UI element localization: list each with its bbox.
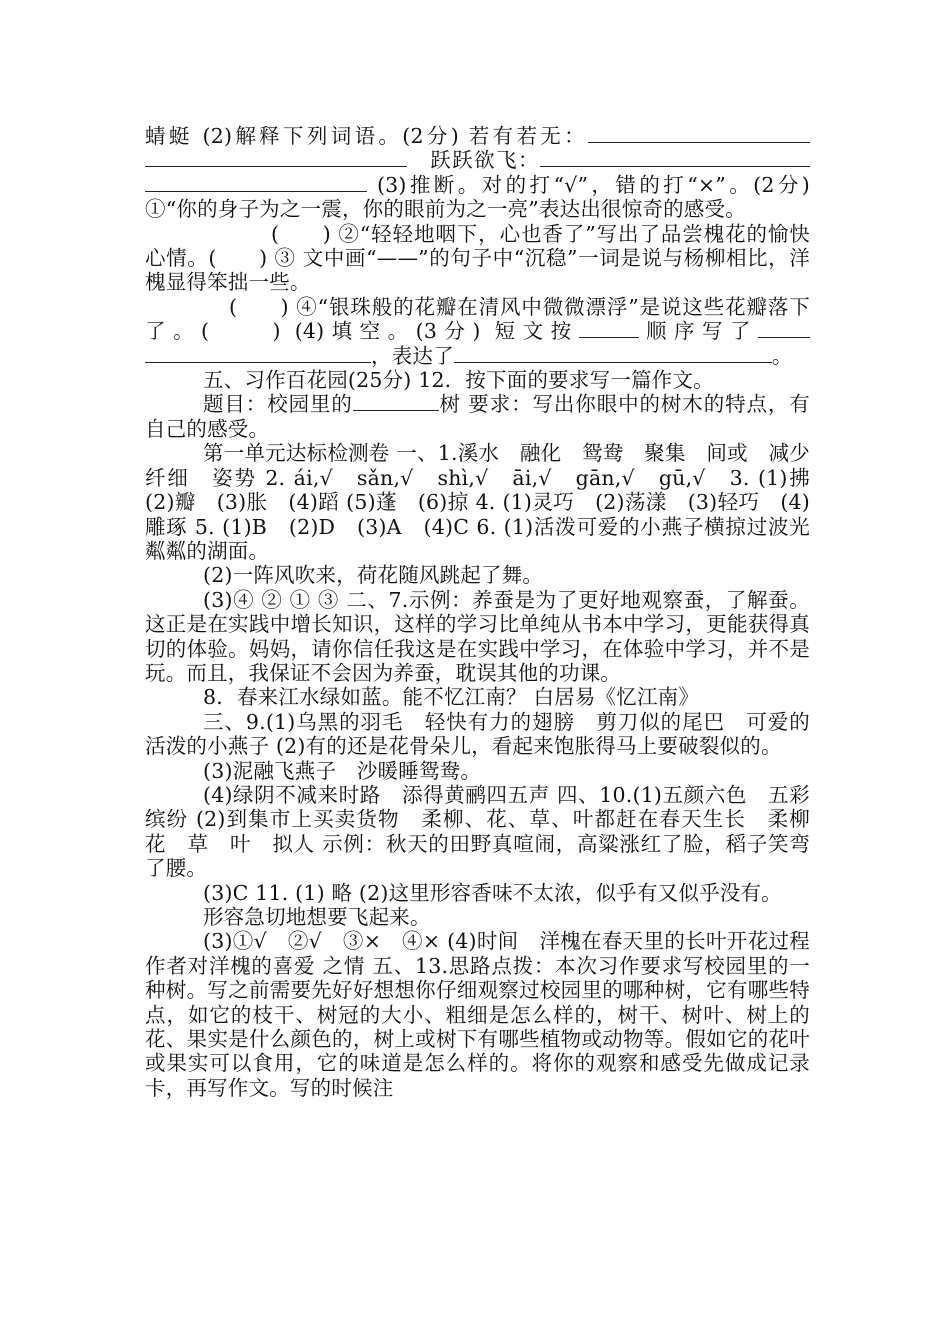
answer-blank (145, 344, 371, 363)
paragraph-answer-7 (145, 588, 810, 686)
text-explain-words: 蜻蜓 (2)解释下列词语。(2分) 若有若无： (145, 124, 588, 148)
paragraph-judge-4 (145, 295, 810, 368)
answer-blank (145, 148, 407, 167)
text-composition: 五、习作百花园(25分) 12．按下面的要求写一篇作文。 (203, 368, 714, 393)
text-answer-6-2: (2)一阵风吹来，荷花随风跳起了舞。 (203, 563, 544, 588)
text-answer-10: (4)绿阴不减来时路 添得黄鹂四五声 四、10.(1)五颜六色 五彩缤纷 (2)到集市上买卖货物 柔柳、花、草、叶都赶在春天生长 柔柳 花 草 叶 拟人 示例：秋天的田野真喧闹，高粱涨红了脸，稻子笑弯了腰。 (145, 782, 831, 881)
text-jump-fly: 跃跃欲飞： (430, 148, 541, 173)
answer-blank (540, 148, 810, 167)
text-requirements: 树 要求：写出你眼中的树木的特点，有自己的感受。 (145, 392, 810, 441)
paragraph-answer-6-2 (145, 563, 810, 587)
text-answer-8: 8．春来江水绿如蓝。能不忆江南？ 白居易《忆江南》 (203, 685, 700, 710)
paragraph-answers-unit1 (145, 441, 831, 563)
paragraph-answer-10 (145, 782, 831, 881)
text-judge: (3)推断。对的打“√”，错的打“×”。(2分) ①“你的身子为之一震，你的眼前为之一亮”表达出很惊奇的感受。 (145, 172, 810, 222)
paragraph-answer-9-3 (145, 759, 810, 783)
answer-blank (454, 344, 772, 363)
paragraph-title-req (145, 392, 810, 441)
paragraph-answer-9 (145, 710, 810, 759)
paragraph-judge-2 (145, 222, 810, 295)
text-answer-11: (3)C 11. (1) 略 (2)这里形容香味不太浓，似乎有又似乎没有。 (203, 880, 782, 905)
text-answer-7: (3)④ ② ① ③ 二、7.示例：养蚕是为了更好地观察蚕，了解蚕。这正是在实践中增长知识，这样的学习比单纯从书本中学习，更能获得真切的体验。妈妈，请你信任我这是在实践中学习，在体验中学习，并不是玩。而且，我保证不会因为养蚕，耽误其他的功课。 (145, 587, 810, 685)
paragraph-answer-11 (145, 881, 810, 905)
text-order: 顺序写了 (638, 319, 758, 344)
text-answers-unit1: 第一单元达标检测卷 一、1.溪水 融化 鸳鸯 聚集 间或 减少 纤细 姿势 2. ái,√ sǎn,√ shì,√ āi,√ gān,√ gū,√ 3. (1)拂 (2)瓣 (3)胀 (4)蹈 (5)蓬 (6)掠 4. (1)灵巧 (2)荡漾 (3)轻巧 (4)雕琢 5. (1)B (2)D (3)A (4)C 6. (1)活泼可爱的小燕子横掠过波光粼粼的湖面。 (145, 441, 831, 563)
paragraph-composition (145, 368, 810, 392)
text-period: 。 (771, 343, 793, 368)
text-answer-11-b: 形容急切地想要飞起来。 (203, 905, 431, 929)
text-express: ，表达了 (371, 343, 454, 368)
text-judge-4: ( ) ④“银珠般的花瓣在清风中微微漂浮”是说这些花瓣落下了。( ) (4)填空。(3分) 短文按 (145, 294, 810, 344)
text-answer-11-3: (3)①√ ②√ ③× ④× (4)时间 洋槐在春天里的长叶开花过程 作者对洋槐的喜爱 之情 五、13.思路点拨：本次习作要求写校园里的一种树。写之前需要先好好想想你仔细观察过校园里的哪种树，它有哪些特点，如它的枝干、树冠的大小、粗细是怎么样的，树干、树叶、树上的花、果实是什么颜色的，树上或树下有哪些植物或动物等。假如它的花叶或果实可以食用，它的味道是怎么样的。将你的观察和感受先做成记录卡，再写作文。写的时候注 (145, 929, 831, 1100)
paragraph-explain-words (145, 124, 810, 222)
paragraph-answer-11-3 (145, 929, 831, 1100)
answer-blank (145, 173, 367, 192)
text-answer-9: 三、9.(1)乌黑的羽毛 轻快有力的翅膀 剪刀似的尾巴 可爱的活泼的小燕子 (2)有的还是花骨朵儿，看起来饱胀得马上要破裂似的。 (145, 709, 810, 759)
answer-blank (353, 392, 439, 411)
paragraph-answer-11-b (145, 905, 810, 929)
answer-blank (579, 319, 639, 338)
document-page (145, 124, 831, 1100)
answer-blank (588, 124, 810, 143)
answer-blank (758, 319, 810, 338)
text-title: 题目：校园里的 (203, 392, 353, 417)
text-judge-2: ( ) ②“轻轻地咽下，心也香了”写出了品尝槐花的愉快心情。( ) ③ 文中画“——”的句子中“沉稳”一词是说与杨柳相比，洋槐显得笨拙一些。 (145, 221, 810, 295)
paragraph-answer-8 (145, 685, 810, 709)
text-answer-9-3: (3)泥融飞燕子 沙暖睡鸳鸯。 (203, 758, 482, 783)
